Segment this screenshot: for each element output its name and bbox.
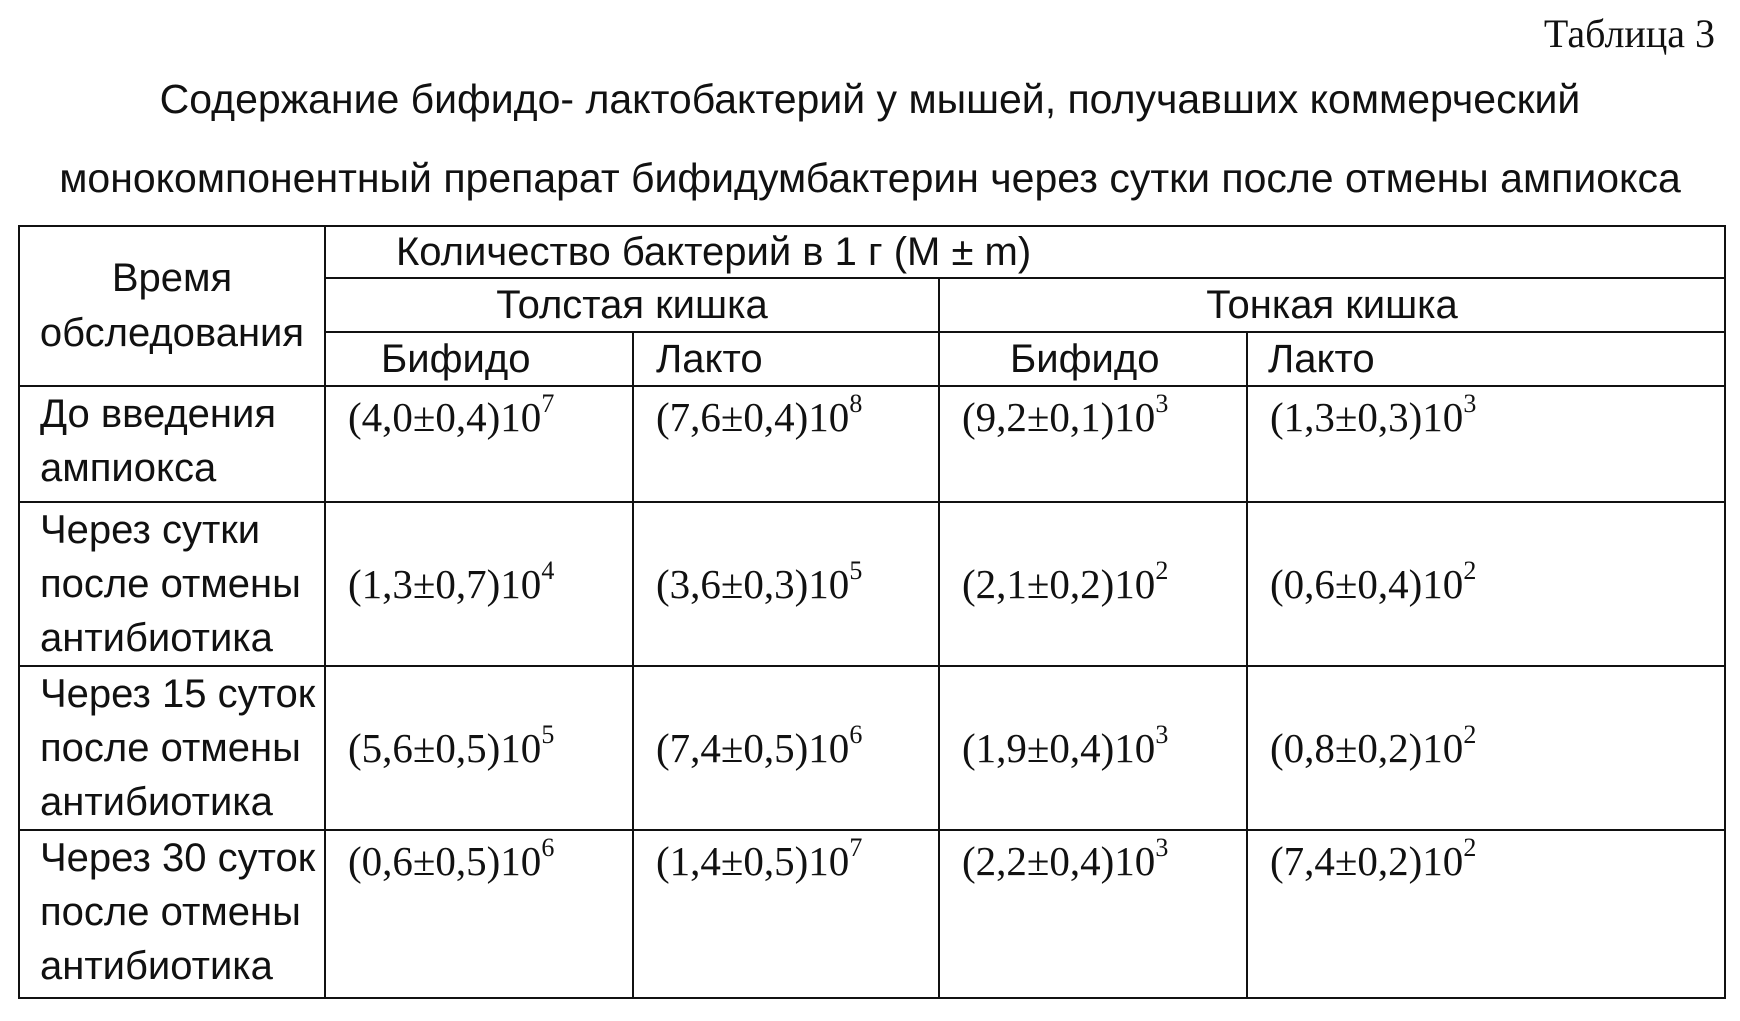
table-row (19, 830, 1725, 998)
row-label: Через сутки после отмены антибиотика (19, 502, 325, 666)
value-exponent: 3 (1155, 720, 1169, 750)
value-cell (1247, 386, 1725, 502)
value-exponent: 3 (1155, 833, 1169, 863)
value-cell (633, 830, 939, 998)
header-large-intestine: Толстая кишка (325, 278, 939, 332)
value-base: (1,3±0,3)10 (1270, 394, 1464, 440)
value-exponent: 7 (849, 833, 863, 863)
value-exponent: 4 (541, 556, 555, 586)
value-cell (939, 502, 1247, 666)
value-cell (939, 830, 1247, 998)
value-cell (1247, 502, 1725, 666)
value-cell (325, 386, 633, 502)
value-cell (325, 502, 633, 666)
value-exponent: 3 (1155, 389, 1169, 419)
value-exponent: 7 (541, 389, 555, 419)
value-base: (9,2±0,1)10 (962, 394, 1156, 440)
value-cell (1247, 830, 1725, 998)
header-count: Количество бактерий в 1 г (M ± m) (325, 226, 1725, 278)
value-cell (325, 666, 633, 830)
value-exponent: 6 (541, 833, 555, 863)
value-base: (0,6±0,4)10 (1270, 561, 1464, 607)
table-row (19, 386, 1725, 502)
value-base: (2,2±0,4)10 (962, 838, 1156, 884)
value-base: (1,9±0,4)10 (962, 725, 1156, 771)
row-label: До введения ампиокса (19, 386, 325, 502)
value-base: (7,6±0,4)10 (656, 394, 850, 440)
value-cell (939, 666, 1247, 830)
value-base: (2,1±0,2)10 (962, 561, 1156, 607)
header-small-bifido: Бифидо (939, 332, 1247, 386)
value-exponent: 3 (1463, 389, 1477, 419)
value-base: (7,4±0,2)10 (1270, 838, 1464, 884)
value-cell (939, 386, 1247, 502)
header-time-label: Время обследования (39, 256, 305, 355)
value-base: (7,4±0,5)10 (656, 725, 850, 771)
value-cell (633, 386, 939, 502)
value-exponent: 5 (849, 556, 863, 586)
value-exponent: 5 (541, 720, 555, 750)
value-base: (1,4±0,5)10 (656, 838, 850, 884)
table-row (19, 666, 1725, 830)
header-large-lacto: Лакто (633, 332, 939, 386)
table-number: Таблица 3 (1543, 11, 1715, 56)
value-exponent: 8 (849, 389, 863, 419)
header-large-bifido: Бифидо (325, 332, 633, 386)
value-exponent: 2 (1463, 833, 1477, 863)
value-base: (5,6±0,5)10 (348, 725, 542, 771)
value-exponent: 2 (1463, 720, 1477, 750)
row-label: Через 30 суток после отмены антибиотика (19, 830, 325, 998)
value-exponent: 2 (1155, 556, 1169, 586)
value-cell (633, 502, 939, 666)
value-exponent: 6 (849, 720, 863, 750)
header-row-1 (19, 226, 1725, 278)
value-base: (3,6±0,3)10 (656, 561, 850, 607)
table-caption-line-2: монокомпонентный препарат бифидумбактерин через сутки после отмены ампиокса (59, 155, 1681, 201)
header-time (19, 226, 325, 386)
value-base: (0,8±0,2)10 (1270, 725, 1464, 771)
bacteria-table (18, 225, 1726, 999)
table-caption-line-1: Содержание бифидо- лактобактерий у мышей, получавших коммерческий (159, 76, 1581, 122)
value-base: (1,3±0,7)10 (348, 561, 542, 607)
row-label: Через 15 суток после отмены антибиотика (19, 666, 325, 830)
header-small-intestine: Тонкая кишка (939, 278, 1725, 332)
value-base: (4,0±0,4)10 (348, 394, 542, 440)
value-exponent: 2 (1463, 556, 1477, 586)
value-cell (325, 830, 633, 998)
value-cell (633, 666, 939, 830)
value-base: (0,6±0,5)10 (348, 838, 542, 884)
header-small-lacto: Лакто (1247, 332, 1725, 386)
value-cell (1247, 666, 1725, 830)
table-row (19, 502, 1725, 666)
